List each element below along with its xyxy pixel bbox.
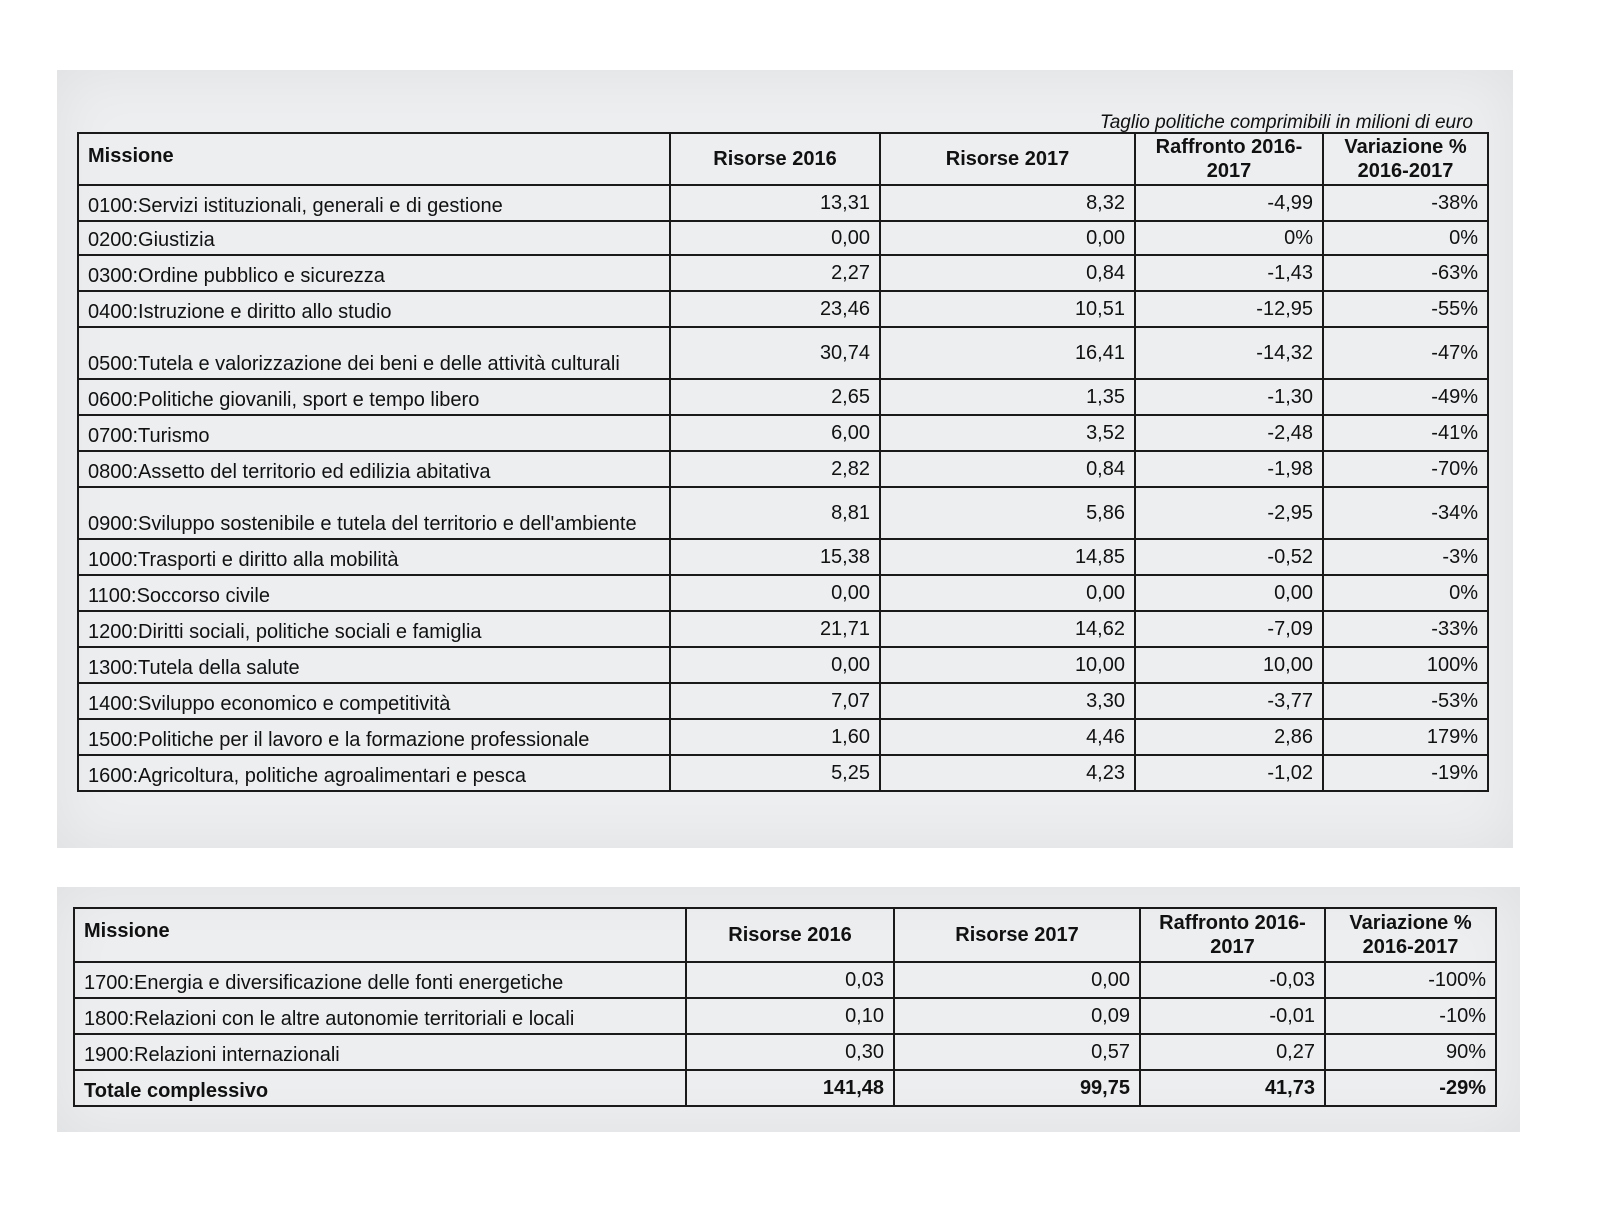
table-row (78, 611, 1488, 647)
risorse-2016-cell: 21,71 (670, 611, 880, 647)
raffronto-cell: -1,30 (1135, 379, 1323, 415)
raffronto-cell: -2,95 (1135, 487, 1323, 539)
raffronto-cell: 0,00 (1135, 575, 1323, 611)
missione-cell: 1100:Soccorso civile (78, 575, 670, 611)
risorse-2016-cell: 23,46 (670, 291, 880, 327)
risorse-2017-cell: 3,30 (880, 683, 1135, 719)
variazione-cell: -70% (1323, 451, 1488, 487)
table-caption: Taglio politiche comprimibili in milioni di euro (1099, 112, 1473, 133)
raffronto-cell: -12,95 (1135, 291, 1323, 327)
total-variazione-cell: -29% (1325, 1070, 1496, 1106)
risorse-2016-cell: 30,74 (670, 327, 880, 379)
table-row (78, 683, 1488, 719)
risorse-2016-cell: 2,65 (670, 379, 880, 415)
total-missione-cell: Totale complessivo (74, 1070, 686, 1106)
variazione-cell: -53% (1323, 683, 1488, 719)
raffronto-cell: -0,52 (1135, 539, 1323, 575)
missione-cell: 0300:Ordine pubblico e sicurezza (78, 255, 670, 291)
risorse-2017-cell: 14,85 (880, 539, 1135, 575)
risorse-2017-cell: 10,51 (880, 291, 1135, 327)
variazione-cell: 0% (1323, 221, 1488, 255)
missione-cell: 0700:Turismo (78, 415, 670, 451)
table-row (74, 1034, 1496, 1070)
header-row (74, 908, 1496, 962)
header-risorse-2016: Risorse 2016 (686, 908, 894, 962)
header-risorse-2017: Risorse 2017 (880, 133, 1135, 185)
missions-table-1 (77, 132, 1489, 792)
missione-cell: 1900:Relazioni internazionali (74, 1034, 686, 1070)
risorse-2017-cell: 3,52 (880, 415, 1135, 451)
table-row (78, 755, 1488, 791)
missione-cell: 1400:Sviluppo economico e competitività (78, 683, 670, 719)
risorse-2017-cell: 0,84 (880, 255, 1135, 291)
risorse-2016-cell: 8,81 (670, 487, 880, 539)
missione-cell: 0400:Istruzione e diritto allo studio (78, 291, 670, 327)
raffronto-cell: -4,99 (1135, 185, 1323, 221)
variazione-cell: -33% (1323, 611, 1488, 647)
table-row (78, 221, 1488, 255)
raffronto-cell: -1,98 (1135, 451, 1323, 487)
variazione-cell: -55% (1323, 291, 1488, 327)
variazione-cell: 179% (1323, 719, 1488, 755)
raffronto-cell: -1,43 (1135, 255, 1323, 291)
risorse-2017-cell: 5,86 (880, 487, 1135, 539)
variazione-cell: -41% (1323, 415, 1488, 451)
risorse-2016-cell: 15,38 (670, 539, 880, 575)
raffronto-cell: 2,86 (1135, 719, 1323, 755)
risorse-2016-cell: 6,00 (670, 415, 880, 451)
variazione-cell: -63% (1323, 255, 1488, 291)
header-variazione: Variazione % 2016-2017 (1325, 908, 1496, 962)
variazione-cell: -19% (1323, 755, 1488, 791)
missione-cell: 1800:Relazioni con le altre autonomie territoriali e locali (74, 998, 686, 1034)
risorse-2017-cell: 10,00 (880, 647, 1135, 683)
missione-cell: 0500:Tutela e valorizzazione dei beni e delle attività culturali (78, 327, 670, 379)
missione-cell: 1200:Diritti sociali, politiche sociali e famiglia (78, 611, 670, 647)
page-1 (57, 70, 1513, 848)
missione-cell: 1700:Energia e diversificazione delle fonti energetiche (74, 962, 686, 998)
variazione-cell: 100% (1323, 647, 1488, 683)
risorse-2017-cell: 0,09 (894, 998, 1140, 1034)
total-row (74, 1070, 1496, 1106)
total-raffronto-cell: 41,73 (1140, 1070, 1325, 1106)
risorse-2017-cell: 0,00 (894, 962, 1140, 998)
missione-cell: 1300:Tutela della salute (78, 647, 670, 683)
missione-cell: 1000:Trasporti e diritto alla mobilità (78, 539, 670, 575)
variazione-cell: -10% (1325, 998, 1496, 1034)
risorse-2016-cell: 0,00 (670, 647, 880, 683)
missione-cell: 1500:Politiche per il lavoro e la formazione professionale (78, 719, 670, 755)
header-raffronto: Raffronto 2016-2017 (1140, 908, 1325, 962)
risorse-2017-cell: 4,46 (880, 719, 1135, 755)
missione-cell: 0800:Assetto del territorio ed edilizia abitativa (78, 451, 670, 487)
risorse-2017-cell: 0,84 (880, 451, 1135, 487)
table-row (78, 451, 1488, 487)
risorse-2016-cell: 1,60 (670, 719, 880, 755)
risorse-2017-cell: 0,57 (894, 1034, 1140, 1070)
raffronto-cell: -0,03 (1140, 962, 1325, 998)
missione-cell: 0900:Sviluppo sostenibile e tutela del territorio e dell'ambiente (78, 487, 670, 539)
variazione-cell: -38% (1323, 185, 1488, 221)
header-row (78, 133, 1488, 185)
risorse-2017-cell: 0,00 (880, 575, 1135, 611)
risorse-2016-cell: 0,00 (670, 221, 880, 255)
table-row (78, 575, 1488, 611)
raffronto-cell: -7,09 (1135, 611, 1323, 647)
header-raffronto: Raffronto 2016-2017 (1135, 133, 1323, 185)
variazione-cell: -34% (1323, 487, 1488, 539)
table-row (78, 185, 1488, 221)
risorse-2017-cell: 16,41 (880, 327, 1135, 379)
risorse-2017-cell: 8,32 (880, 185, 1135, 221)
variazione-cell: 0% (1323, 575, 1488, 611)
table-row (78, 255, 1488, 291)
header-variazione: Variazione % 2016-2017 (1323, 133, 1488, 185)
missione-cell: 1600:Agricoltura, politiche agroalimentari e pesca (78, 755, 670, 791)
table-row (74, 998, 1496, 1034)
risorse-2016-cell: 0,03 (686, 962, 894, 998)
risorse-2016-cell: 2,27 (670, 255, 880, 291)
table-row (78, 719, 1488, 755)
page-2 (57, 887, 1520, 1132)
raffronto-cell: 10,00 (1135, 647, 1323, 683)
raffronto-cell: -0,01 (1140, 998, 1325, 1034)
variazione-cell: -49% (1323, 379, 1488, 415)
variazione-cell: -100% (1325, 962, 1496, 998)
missione-cell: 0100:Servizi istituzionali, generali e di gestione (78, 185, 670, 221)
risorse-2017-cell: 0,00 (880, 221, 1135, 255)
table-row (78, 327, 1488, 379)
header-missione: Missione (74, 908, 686, 962)
variazione-cell: 90% (1325, 1034, 1496, 1070)
total-risorse-2016-cell: 141,48 (686, 1070, 894, 1106)
header-missione: Missione (78, 133, 670, 185)
risorse-2017-cell: 4,23 (880, 755, 1135, 791)
table-row (78, 487, 1488, 539)
risorse-2016-cell: 0,30 (686, 1034, 894, 1070)
missione-cell: 0200:Giustizia (78, 221, 670, 255)
risorse-2016-cell: 0,10 (686, 998, 894, 1034)
raffronto-cell: -3,77 (1135, 683, 1323, 719)
variazione-cell: -47% (1323, 327, 1488, 379)
header-risorse-2016: Risorse 2016 (670, 133, 880, 185)
table-row (78, 291, 1488, 327)
table-row (78, 415, 1488, 451)
raffronto-cell: 0,27 (1140, 1034, 1325, 1070)
total-risorse-2017-cell: 99,75 (894, 1070, 1140, 1106)
table-row (78, 379, 1488, 415)
risorse-2016-cell: 13,31 (670, 185, 880, 221)
risorse-2016-cell: 0,00 (670, 575, 880, 611)
raffronto-cell: -2,48 (1135, 415, 1323, 451)
raffronto-cell: -1,02 (1135, 755, 1323, 791)
risorse-2016-cell: 2,82 (670, 451, 880, 487)
variazione-cell: -3% (1323, 539, 1488, 575)
table-row (78, 647, 1488, 683)
header-risorse-2017: Risorse 2017 (894, 908, 1140, 962)
raffronto-cell: 0% (1135, 221, 1323, 255)
risorse-2016-cell: 7,07 (670, 683, 880, 719)
missions-table-2 (73, 907, 1497, 1107)
table-row (74, 962, 1496, 998)
table-row (78, 539, 1488, 575)
risorse-2016-cell: 5,25 (670, 755, 880, 791)
missione-cell: 0600:Politiche giovanili, sport e tempo libero (78, 379, 670, 415)
risorse-2017-cell: 1,35 (880, 379, 1135, 415)
raffronto-cell: -14,32 (1135, 327, 1323, 379)
risorse-2017-cell: 14,62 (880, 611, 1135, 647)
